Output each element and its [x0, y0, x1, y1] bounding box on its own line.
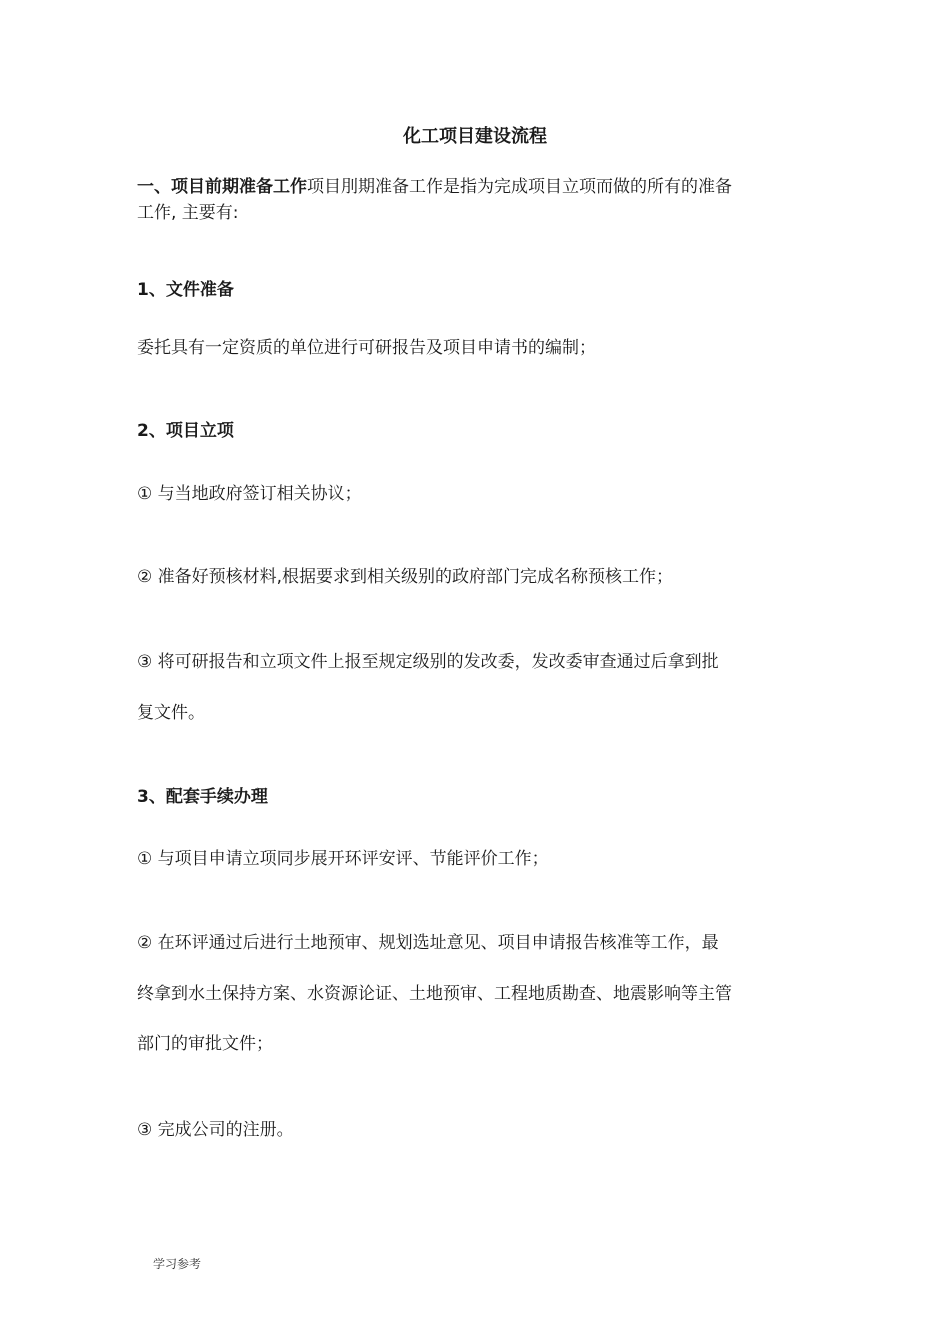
section-1-paragraph: 委托具有一定资质的单位进行可研报告及项目申请书的编制；	[137, 338, 596, 358]
section-3-item-2-line-2: 终拿到水土保持方案、水资源论证、土地预审、工程地质勘查、地震影响等主管	[137, 984, 732, 1004]
section-2-item-3	[137, 649, 809, 726]
intro-line-1	[137, 174, 809, 200]
section-3-item-1: ① 与项目申请立项同步展开环评安评、节能评价工作；	[137, 849, 549, 869]
section-2-item-3-line-1: ③ 将可研报告和立项文件上报至规定级别的发改委，发改委审查通过后拿到批	[137, 652, 719, 672]
section-3-heading: 3、配套手续办理	[137, 787, 268, 807]
intro-line-1-text: 项目刖期准备工作是指为完成项目立项而做的所有的准备	[307, 177, 732, 197]
section-3-item-2-line-3: 部门的审批文件；	[137, 1034, 273, 1054]
page-footer: 学习参考	[153, 1257, 202, 1271]
section-3-item-3: ③ 完成公司的注册。	[137, 1120, 294, 1140]
intro-line-2: 工作, 主要有:	[137, 203, 239, 223]
section-2-item-2: ② 准备好预核材料,根据要求到相关级别的政府部门完成名称预核工作；	[137, 567, 674, 587]
document-title: 化工项目建设流程	[403, 126, 547, 147]
intro-lead-heading: 一、项目前期准备工作	[137, 177, 307, 197]
section-3-item-2	[137, 930, 809, 1057]
section-3-item-2-line-1: ② 在环评通过后进行土地预审、规划选址意见、项目申请报告核准等工作，最	[137, 933, 719, 953]
section-1-heading: 1、文件准备	[137, 280, 234, 300]
section-2-heading: 2、项目立项	[137, 421, 234, 441]
section-2-item-3-line-2: 复文件。	[137, 703, 205, 723]
intro-paragraph	[137, 174, 809, 226]
section-2-item-1: ① 与当地政府签订相关协议；	[137, 484, 362, 504]
